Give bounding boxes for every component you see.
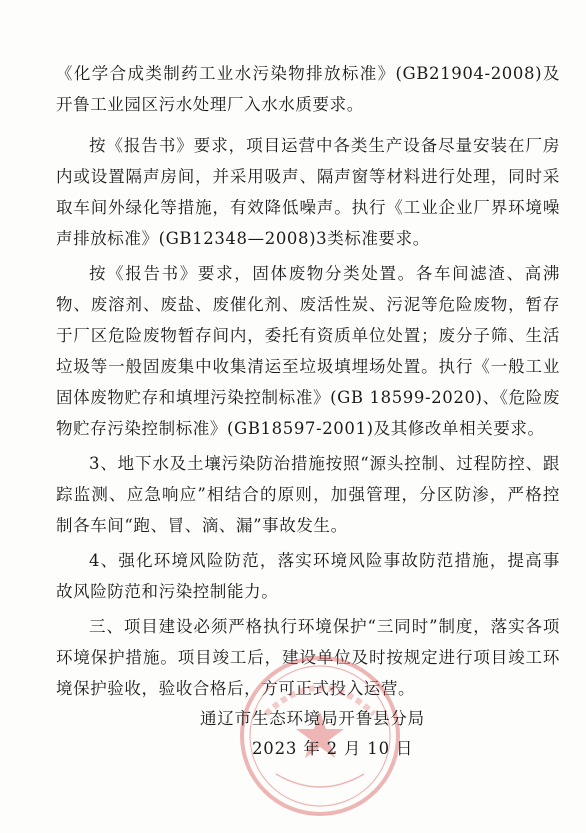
signature-block (200, 704, 490, 764)
paragraph-3: 按《报告书》要求，固体废物分类处置。各车间滤渣、高沸物、废溶剂、废盐、废催化剂、废活性炭、污泥等危险废物，暂存于厂区危险废物暂存间内，委托有资质单位处置；废分子筛、生活垃圾等一般固废集中收集清运至垃圾填埋场处置。执行《一般工业固体废物贮存和填埋污染控制标准》(GB 18599-2020)、《危险废物贮存污染控制标准》(GB18597-2001)及其修改单相关要求。 (56, 264, 560, 438)
paragraph-6: 三、项目建设必须严格执行环境保护“三同时”制度，落实各项环境保护措施。项目竣工后，建设单位及时按规定进行项目竣工环境保护验收，验收合格后，方可正式投入运营。 (56, 617, 560, 698)
paragraph-1: 《化学合成类制药工业水污染物排放标准》(GB21904-2008)及开鲁工业园区污水处理厂入水水质要求。 (56, 64, 560, 114)
paragraph-2: 按《报告书》要求，项目运营中各类生产设备尽量安装在厂房内或设置隔声房间，并采用吸声、隔声窗等材料进行处理，同时采取车间外绿化等措施，有效降低噪声。执行《工业企业厂界环境噪声排放标准》(GB12348—2008)3类标准要求。 (56, 136, 560, 248)
paragraph-5: 4、强化环境风险防范，落实环境风险事故防范措施，提高事故风险防范和污染控制能力。 (56, 551, 560, 601)
document-body (56, 58, 560, 704)
paragraph-4: 3、地下水及土壤污染防治措施按照“源头控制、过程防控、跟踪监测、应急响应”相结合的原则，加强管理，分区防渗，严格控制各车间“跑、冒、滴、漏”事故发生。 (56, 454, 560, 535)
issuing-organization: 通辽市生态环境局开鲁县分局 (200, 709, 425, 728)
issue-date: 2023 年 2 月 10 日 (252, 739, 414, 758)
